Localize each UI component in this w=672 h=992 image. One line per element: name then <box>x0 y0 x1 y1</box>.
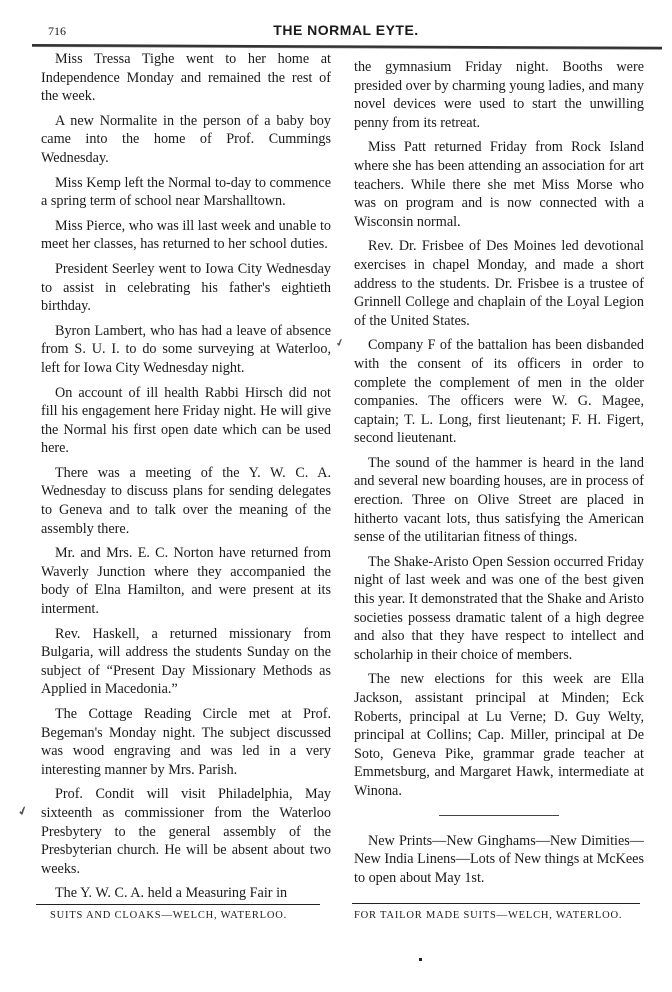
left-column <box>41 50 331 909</box>
news-item: Prof. Condit will visit Philadelphia, May sixteenth as commissioner from the Waterloo Presbytery to the general assembly of the Presbyterian church. He will be absent about two weeks. <box>41 786 331 877</box>
footer-rule-right <box>352 903 640 904</box>
right-column <box>354 58 644 893</box>
check-mark-icon: ✔ <box>15 802 31 820</box>
news-item: Miss Pierce, who was ill last week and unable to meet her classes, has returned to her school duties. <box>41 217 331 253</box>
footer-ad-left: SUITS AND CLOAKS—WELCH, WATERLOO. <box>50 910 288 921</box>
news-item: Miss Tressa Tighe went to her home at Independence Monday and remained the rest of the week. <box>41 51 331 105</box>
news-item: On account of ill health Rabbi Hirsch did not fill his engagement here Friday night. He will give the Normal his first open date which can be used here. <box>41 384 331 457</box>
news-item: The new elections for this week are Ella Jackson, assistant principal at Minden; Eck Roberts, principal at Lu Verne; D. Guy Welty, principal at Collins; Cap. Miller, principal at De Soto, Geneva Pike, grammar grade teacher at Emmetsburg, and Margaret Hawk, intermediate at Winona. <box>354 671 644 799</box>
news-item: Miss Patt returned Friday from Rock Island where she has been attending an association for art teachers. While there she met Miss Morse who was on program and is now connected with a Wisconsin normal. <box>354 139 644 230</box>
store-advertisement: New Prints—New Ginghams—New Dimities—New India Linens—Lots of New things at McKees to open about May 1st. <box>354 832 644 886</box>
news-item: Rev. Dr. Frisbee of Des Moines led devotional exercises in chapel Monday, and made a short address to the students. Dr. Frisbee is a trustee of Grinnell College and chaplain of the Loyal Legion of the United States. <box>354 238 644 329</box>
news-item: A new Normalite in the person of a baby boy came into the home of Prof. Cummings Wednesday. <box>41 112 331 166</box>
news-item: Byron Lambert, who has had a leave of absence from S. U. I. to do some surveying at Waterloo, left for Iowa City Wednesday night. <box>41 322 331 376</box>
news-item: Company F of the battalion has been disbanded with the consent of its officers in order to complete the complement of men in the older companies. The officers were W. G. Magee, captain; T. L. Long, first lieutenant; F. H. Figert, second lieutenant. <box>354 337 644 447</box>
news-item: The Shake-Aristo Open Session occurred Friday night of last week and was one of the best given this year. It demonstrated that the Shake and Aristo societies possess dramatic talent of a high degree and also that they have respect to intellect and scholarhip in their choice of members. <box>354 553 644 663</box>
news-item-continuation: the gymnasium Friday night. Booths were presided over by charming young ladies, and many novel devices were used to start the unwilling penny from its retreat. <box>354 59 644 131</box>
news-item: Miss Kemp left the Normal to-day to commence a spring term of school near Marshalltown. <box>41 174 331 210</box>
page-number: 716 <box>48 24 66 38</box>
news-item: President Seerley went to Iowa City Wednesday to assist in celebrating his father's eightieth birthday. <box>41 260 331 315</box>
check-mark-icon: ✔ <box>334 336 347 351</box>
news-item: The Cottage Reading Circle met at Prof. Begeman's Monday night. The subject discussed was wood engraving and was led in a very interesting manner by Mrs. Parish. <box>41 706 331 778</box>
news-item: There was a meeting of the Y. W. C. A. Wednesday to discuss plans for sending delegates to Geneva and to talk over the meaning of the assembly there. <box>41 464 331 537</box>
news-item-continued: The Y. W. C. A. held a Measuring Fair in <box>55 885 288 902</box>
footer-rule-left <box>36 904 320 905</box>
running-head-title: THE NORMAL EYTE. <box>273 22 419 38</box>
header-rule <box>32 44 662 50</box>
ink-speck <box>419 958 422 961</box>
news-item: The sound of the hammer is heard in the land and several new boarding houses, are in process of erection. Three on Olive Street are placed in hitherto vacant lots, thus satisfying the American sense of the utilitarian fitness of things. <box>354 454 644 546</box>
footer-ad-right: FOR TAILOR MADE SUITS—WELCH, WATERLOO. <box>354 910 623 921</box>
news-item: Mr. and Mrs. E. C. Norton have returned from Waverly Junction where they accompanied the body of Elna Hamilton, and were present at its interment. <box>41 545 331 618</box>
section-separator <box>439 815 559 816</box>
news-item: Rev. Haskell, a returned missionary from Bulgaria, will address the students Sunday on the subject of “Present Day Missionary Methods as Applied in Macedonia.” <box>41 625 331 698</box>
